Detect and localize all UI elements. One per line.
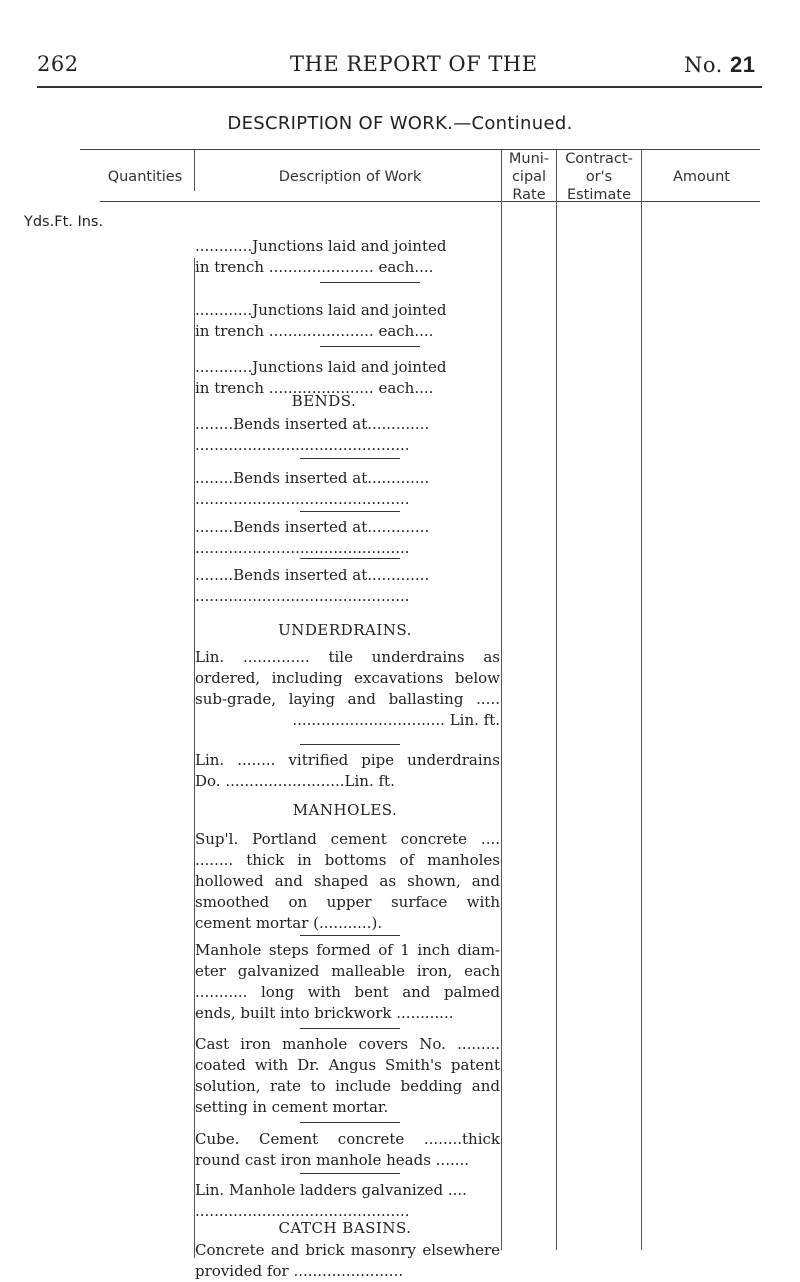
header-rule	[37, 86, 762, 88]
page-number: 262	[37, 52, 79, 76]
separator-rule	[300, 744, 400, 745]
entry-line: ........Bends inserted at.............	[195, 566, 430, 584]
bends-heading: BENDS.	[291, 392, 357, 410]
col-header-description: Description of Work	[278, 169, 422, 185]
entry-line: ends, built into brickwork ............	[195, 1004, 454, 1022]
entry-line: smoothed on upper surface with	[195, 893, 500, 911]
entry-line: round cast iron manhole heads .......	[195, 1151, 470, 1169]
entry-line: .............................................	[195, 539, 410, 557]
col-header-quantities: Quantities	[107, 169, 183, 185]
bends-entry	[195, 565, 500, 607]
entry-line: ........ thick in bottoms of manholes	[195, 851, 500, 869]
separator-rule	[300, 935, 400, 936]
rate-line-3: Rate	[512, 187, 546, 203]
separator-rule	[300, 1122, 400, 1123]
entry-line: setting in cement mortar.	[195, 1098, 389, 1116]
separator-rule	[300, 458, 400, 459]
entry-line: solution, rate to include bedding and	[195, 1077, 500, 1095]
junction-entry	[195, 236, 500, 278]
entry-line: Lin. ........ vitrified pipe underdrains	[195, 751, 500, 769]
entry-line: .............................................	[195, 1202, 410, 1220]
entry-line: ................................ Lin. ft.	[292, 711, 500, 729]
col-divider-estimate	[641, 150, 642, 1250]
estimate-line-3: Estimate	[566, 187, 632, 203]
separator-rule	[300, 1173, 400, 1174]
col-header-contractors-estimate	[558, 150, 640, 204]
entry-line: Lin. Manhole ladders galvanized ....	[195, 1181, 467, 1199]
bends-entry	[195, 414, 500, 456]
rate-line-2: cipal	[511, 169, 547, 185]
units-label: Yds.Ft. Ins.	[24, 214, 104, 230]
entry-line: cement mortar (...........).	[195, 914, 383, 932]
entry-line: ........Bends inserted at.............	[195, 415, 430, 433]
entry-line: sub-grade, laying and ballasting .....	[195, 690, 500, 708]
entry-line: Lin. .............. tile underdrains as	[195, 648, 500, 666]
col-divider-quantities	[194, 150, 195, 191]
entry-line: in trench ...................... each....	[195, 322, 434, 340]
entry-line: eter galvanized malleable iron, each	[195, 962, 500, 980]
table-header-rule	[100, 201, 760, 202]
entry-line: Cast iron manhole covers No. .........	[195, 1035, 500, 1053]
entry-line: .............................................	[195, 490, 410, 508]
separator-rule	[320, 282, 420, 283]
manhole-entry	[195, 940, 500, 1024]
entry-line: ........Bends inserted at.............	[195, 518, 430, 536]
bends-entry	[195, 468, 500, 510]
manhole-entry	[195, 1180, 500, 1222]
entry-line: ............Junctions laid and jointed	[195, 237, 447, 255]
separator-rule	[320, 346, 420, 347]
manholes-heading: MANHOLES.	[292, 801, 398, 819]
col-header-amount: Amount	[673, 169, 730, 185]
running-title: THE REPORT OF THE	[290, 52, 538, 76]
underdrains-heading: UNDERDRAINS.	[278, 621, 412, 639]
entry-line: ........Bends inserted at.............	[195, 469, 430, 487]
entry-line: .............................................	[195, 436, 410, 454]
entry-line: Manhole steps formed of 1 inch diam-	[195, 941, 500, 959]
manhole-entry	[195, 1034, 500, 1118]
separator-rule	[300, 511, 400, 512]
entry-line: hollowed and shaped as shown, and	[195, 872, 500, 890]
table-top-rule	[80, 149, 760, 150]
entry-line: ........... long with bent and palmed	[195, 983, 500, 1001]
entry-line: provided for .......................	[195, 1262, 404, 1280]
catch-basin-entry	[195, 1240, 500, 1282]
section-title: DESCRIPTION OF WORK.—Continued.	[227, 113, 573, 134]
entry-line: Do. .........................Lin. ft.	[195, 772, 395, 790]
underdrain-entry	[195, 647, 500, 731]
issue-no-label: No.	[684, 53, 723, 77]
entry-line: Cube. Cement concrete ........thick	[195, 1130, 500, 1148]
separator-rule	[300, 558, 400, 559]
estimate-line-1: Contract-	[565, 151, 633, 167]
entry-line: Concrete and brick masonry elsewhere	[195, 1241, 500, 1259]
entry-line: ordered, including excavations below	[195, 669, 500, 687]
estimate-line-2: or's	[585, 169, 613, 185]
rate-line-1: Muni-	[508, 151, 550, 167]
manhole-entry	[195, 829, 500, 934]
entry-line: in trench ...................... each....	[195, 258, 434, 276]
junction-entry	[195, 300, 500, 342]
bends-entry	[195, 517, 500, 559]
entry-line: ............Junctions laid and jointed	[195, 358, 447, 376]
entry-line: Sup'l. Portland cement concrete ....	[195, 830, 500, 848]
underdrain-entry	[195, 750, 500, 792]
entry-line: ............Junctions laid and jointed	[195, 301, 447, 319]
entry-line: coated with Dr. Angus Smith's patent	[195, 1056, 500, 1074]
col-divider-description	[501, 150, 502, 1250]
issue-number	[684, 52, 756, 78]
entry-line: .............................................	[195, 587, 410, 605]
separator-rule	[300, 1028, 400, 1029]
catch-basins-heading: CATCH BASINS.	[278, 1219, 412, 1237]
entry-line: in trench ...................... each....	[195, 379, 434, 397]
manhole-entry	[195, 1129, 500, 1171]
col-header-municipal-rate	[503, 150, 555, 204]
issue-no-value: 21	[730, 52, 756, 77]
col-divider-rate	[556, 150, 557, 1250]
